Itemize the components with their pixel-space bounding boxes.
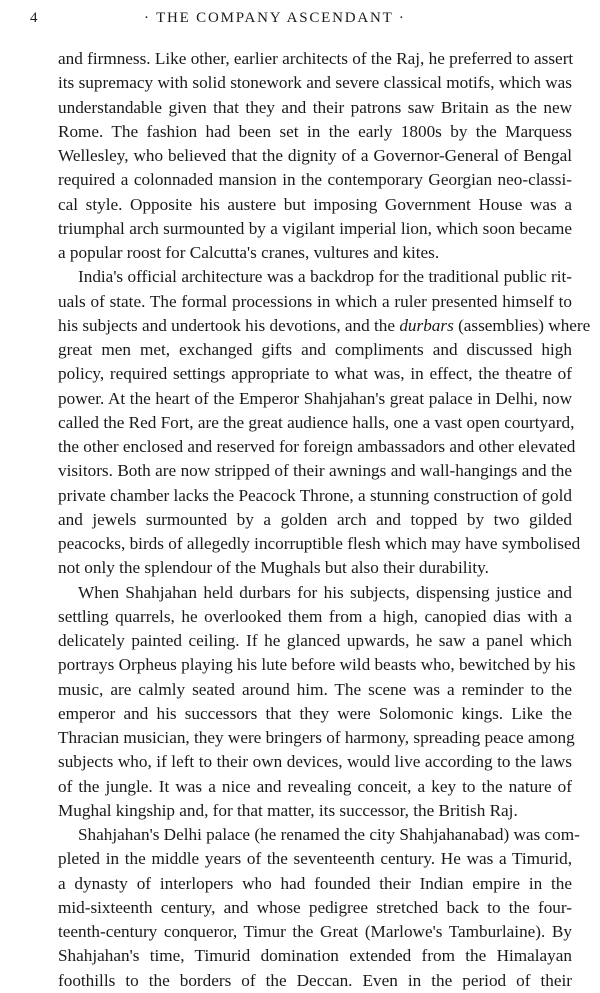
body-text	[58, 47, 591, 993]
text-line: its supremacy with solid stonework and severe classical motifs, which was	[58, 73, 572, 93]
text-line: visitors. Both are now stripped of their awnings and wall-hangings and the	[58, 461, 572, 481]
running-head	[0, 7, 600, 29]
text-line: a popular roost for Calcutta's cranes, vultures and kites.	[58, 243, 440, 262]
text-line: private chamber lacks the Peacock Throne, a stunning construction of gold	[58, 485, 572, 505]
text-line: not only the splendour of the Mughals but also their durability.	[58, 558, 489, 578]
text-line: and jewels surmounted by a golden arch and topped by two gilded	[58, 509, 572, 529]
text-line: understandable given that they and their patrons saw Britain as the new	[58, 97, 572, 117]
text-line: portrays Orpheus playing his lute before wild beasts who, bewitched by his	[58, 655, 576, 675]
text-line: foothills to the borders of the Deccan. Even in the period of their	[58, 970, 572, 990]
text-line: Mughal kingship and, for that matter, its successor, the British Raj.	[58, 800, 518, 820]
text-line: emperor and his successors that they were Solomonic kings. Like the	[58, 703, 572, 723]
text-line: triumphal arch surmounted by a vigilant imperial lion, which soon became	[58, 218, 572, 238]
text-line: policy, required settings appropriate to what was, in effect, the theatre of	[58, 364, 572, 384]
running-title: · THE COMPANY ASCENDANT ·	[144, 10, 406, 26]
text-line: Shahjahan's time, Timurid domination extended from the Himalayan	[58, 946, 572, 966]
text-line: Rome. The fashion had been set in the early 1800s by the Marquess	[58, 121, 572, 141]
text-line: music, are calmly seated around him. The scene was a reminder to the	[58, 679, 572, 699]
page-number: 4	[30, 10, 38, 26]
text-line: India's official architecture was a backdrop for the traditional public rit-	[78, 267, 572, 287]
text-line: delicately painted ceiling. If he glanced upwards, he saw a panel which	[58, 631, 572, 650]
text-line: the other enclosed and reserved for foreign ambassadors and other elevated	[58, 437, 576, 456]
text-line: peacocks, birds of allegedly incorruptible flesh which may have symbolised	[58, 534, 581, 553]
text-line: great men met, exchanged gifts and compliments and discussed high	[58, 340, 572, 359]
text-line: his subjects and undertook his devotions, and the durbars (assemblies) where	[58, 315, 591, 335]
text-line: Shahjahan's Delhi palace (he renamed the city Shahjahanabad) was com-	[78, 825, 580, 844]
text-line: a dynasty of interlopers who had founded their Indian empire in the	[58, 873, 572, 893]
text-line: teenth-century conqueror, Timur the Great (Marlowe's Tamburlaine). By	[58, 922, 572, 941]
text-line: cal style. Opposite his austere but imposing Government House was a	[58, 194, 572, 214]
text-line: pleted in the middle years of the seventeenth century. He was a Timurid,	[58, 849, 572, 869]
text-line: Wellesley, who believed that the dignity of a Governor-General of Bengal	[58, 146, 572, 165]
text-line: mid-sixteenth century, and whose pedigree stretched back to the four-	[58, 897, 572, 917]
text-line: subjects who, if left to their own devices, would live according to the laws	[58, 752, 572, 772]
text-line: called the Red Fort, are the great audience halls, one a vast open courtyard,	[58, 412, 575, 432]
text-line: required a colonnaded mansion in the contemporary Georgian neo-classi-	[58, 170, 572, 190]
text-line: and firmness. Like other, earlier architects of the Raj, he preferred to assert	[58, 49, 574, 68]
text-line: power. At the heart of the Emperor Shahjahan's great palace in Delhi, now	[58, 388, 572, 408]
text-line: When Shahjahan held durbars for his subjects, dispensing justice and	[78, 582, 572, 602]
text-line: uals of state. The formal processions in which a ruler presented himself to	[58, 291, 572, 311]
italic-durbars: durbars	[399, 315, 454, 335]
text-line: Thracian musician, they were bringers of harmony, spreading peace among	[58, 728, 575, 747]
text-line: of the jungle. It was a nice and revealing conceit, a key to the nature of	[58, 776, 572, 796]
text-line: settling quarrels, he overlooked them from a high, canopied dias with a	[58, 606, 572, 626]
